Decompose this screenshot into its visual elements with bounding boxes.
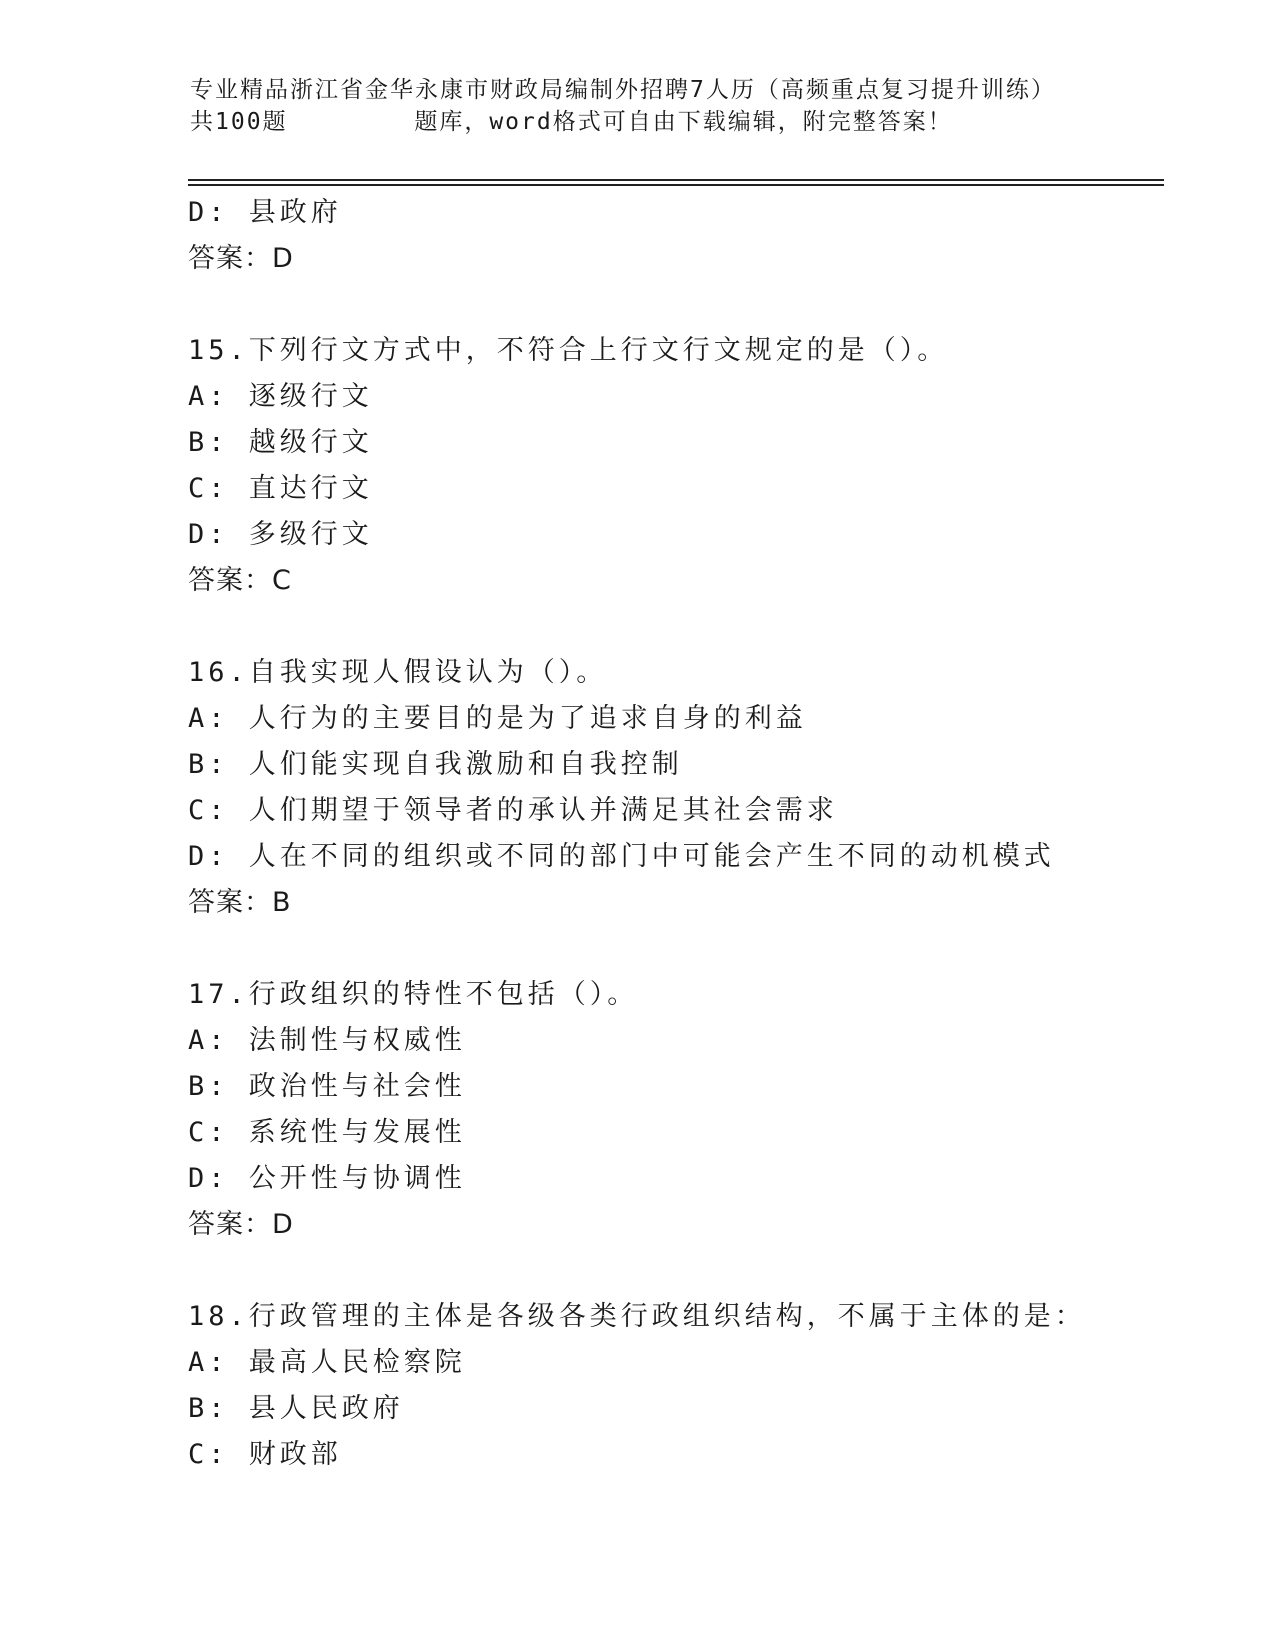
option-d: D: 多级行文 — [188, 519, 373, 550]
spacer — [188, 604, 1188, 650]
document-header — [190, 74, 1170, 138]
option-c: C: 直达行文 — [188, 473, 373, 504]
header-divider-bottom — [188, 184, 1164, 186]
option-a: A: 人行为的主要目的是为了追求自身的利益 — [188, 703, 807, 734]
option-a: A: 逐级行文 — [188, 381, 373, 412]
answer-line: 答案：B — [188, 887, 292, 918]
option-b: B: 越级行文 — [188, 427, 373, 458]
option-c: C: 财政部 — [188, 1439, 342, 1470]
question-list — [188, 190, 1188, 1478]
option-a: A: 最高人民检察院 — [188, 1347, 466, 1378]
header-subtitle: 共100题 题库，word格式可自由下载编辑，附完整答案！ — [190, 109, 953, 135]
option-a: A: 法制性与权威性 — [188, 1025, 466, 1056]
question-16: 16.自我实现人假设认为（）。 — [188, 657, 608, 688]
question-15: 15.下列行文方式中，不符合上行文行文规定的是（）。 — [188, 335, 949, 366]
question-17: 17.行政组织的特性不包括（）。 — [188, 979, 639, 1010]
spacer — [188, 282, 1188, 328]
option-b: B: 政治性与社会性 — [188, 1071, 466, 1102]
answer-line: 答案：C — [188, 565, 292, 596]
option-d: D: 公开性与协调性 — [188, 1163, 466, 1194]
option-c: C: 人们期望于领导者的承认并满足其社会需求 — [188, 795, 838, 826]
answer-line: 答案：D — [188, 243, 294, 274]
option-c: C: 系统性与发展性 — [188, 1117, 466, 1148]
spacer — [188, 926, 1188, 972]
option-b: B: 人们能实现自我激励和自我控制 — [188, 749, 683, 780]
question-18: 18.行政管理的主体是各级各类行政组织结构，不属于主体的是： — [188, 1301, 1086, 1332]
header-divider-top — [188, 179, 1164, 181]
header-title: 专业精品浙江省金华永康市财政局编制外招聘7人历（高频重点复习提升训练） — [190, 77, 1056, 103]
option-d: D: 人在不同的组织或不同的部门中可能会产生不同的动机模式 — [188, 841, 1055, 872]
answer-line: 答案：D — [188, 1209, 294, 1240]
option-b: B: 县人民政府 — [188, 1393, 404, 1424]
option-d: D: 县政府 — [188, 197, 342, 228]
spacer — [188, 1248, 1188, 1294]
